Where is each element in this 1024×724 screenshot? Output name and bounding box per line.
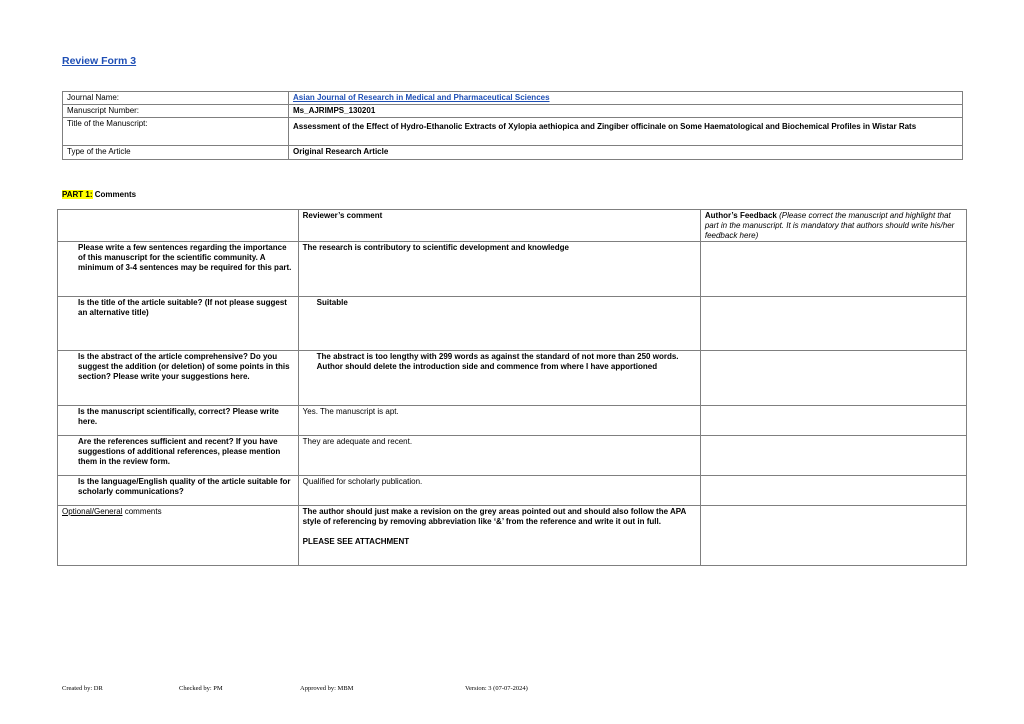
table-row	[63, 146, 963, 160]
manuscript-title-label: Title of the Manuscript:	[63, 118, 289, 146]
author-feedback-general[interactable]	[700, 506, 966, 566]
author-feedback-references[interactable]	[700, 436, 966, 476]
question-language: Is the language/English quality of the article suitable for scholarly communications?	[58, 476, 299, 506]
author-feedback-abstract[interactable]	[700, 351, 966, 406]
journal-link[interactable]: Asian Journal of Research in Medical and Pharmaceutical Sciences	[293, 93, 550, 102]
general-comment-text: The author should just make a revision on the grey areas pointed out and should also follow the APA style of referencing by removing abbreviation like ‘&’ from the reference and write it out in full.	[302, 507, 686, 526]
author-feedback-title[interactable]	[700, 297, 966, 351]
author-feedback-note: (Please correct the manuscript and highlight that part in the manuscript. It is mandatory that authors should write his/her feedback here)	[704, 211, 955, 240]
footer-created: Created by: DR	[62, 685, 103, 692]
manuscript-info-table	[62, 91, 963, 160]
footer-version: Version: 3 (07-07-2024)	[465, 685, 528, 692]
question-abstract: Is the abstract of the article comprehensive? Do you suggest the addition (or deletion) of some points in this section? Please write your suggestions here.	[58, 351, 299, 406]
part1-highlight: PART 1:	[62, 190, 93, 199]
attachment-note: PLEASE SEE ATTACHMENT	[302, 537, 410, 546]
comments-table	[57, 209, 967, 566]
question-references: Are the references sufficient and recent? If you have suggestions of additional references, please mention them in the review form.	[58, 436, 299, 476]
footer-checked: Checked by: PM	[179, 685, 223, 692]
comments-label: comments	[122, 507, 162, 516]
manuscript-title-text: Assessment of the Effect of Hydro-Ethanolic Extracts of Xylopia aethiopica and Zingiber officinale on Some Haematological and Biochemical Profiles in Wistar Rats	[293, 122, 917, 131]
optional-comments-label	[58, 506, 299, 566]
optional-general-label: Optional/General	[62, 507, 123, 516]
manuscript-number-label: Manuscript Number:	[63, 105, 289, 118]
manuscript-number-value: Ms_AJRIMPS_130201	[289, 105, 963, 118]
table-row	[58, 476, 967, 506]
author-feedback-language[interactable]	[700, 476, 966, 506]
table-row	[58, 351, 967, 406]
header-row	[58, 210, 967, 242]
table-row	[63, 105, 963, 118]
author-feedback-label: Author’s Feedback	[704, 211, 777, 220]
article-type-label: Type of the Article	[63, 146, 289, 160]
journal-value	[289, 92, 963, 105]
article-type-value: Original Research Article	[289, 146, 963, 160]
table-row	[63, 92, 963, 105]
footer-approved: Approved by: MBM	[300, 685, 354, 692]
table-row	[58, 506, 967, 566]
reviewer-comment-title: Suitable	[298, 297, 700, 351]
table-row	[58, 406, 967, 436]
part1-rest: Comments	[92, 190, 137, 199]
question-title: Is the title of the article suitable? (If not please suggest an alternative title)	[58, 297, 299, 351]
table-row	[63, 118, 963, 146]
form-title: Review Form 3	[62, 55, 137, 67]
reviewer-comment-scientific: Yes. The manuscript is apt.	[298, 406, 700, 436]
question-scientific: Is the manuscript scientifically, correct? Please write here.	[58, 406, 299, 436]
reviewer-general-comment	[298, 506, 700, 566]
reviewer-comment-abstract: The abstract is too lengthy with 299 words as against the standard of not more than 250 words. Author should delete the introduction side and commence from where I have apportioned	[298, 351, 700, 406]
journal-label: Journal Name:	[63, 92, 289, 105]
reviewer-comment-references: They are adequate and recent.	[298, 436, 700, 476]
part1-heading	[62, 190, 136, 199]
header-reviewer-comment: Reviewer’s comment	[298, 210, 700, 242]
table-row	[58, 242, 967, 297]
reviewer-comment-language: Qualified for scholarly publication.	[298, 476, 700, 506]
reviewer-comment-importance: The research is contributory to scientific development and knowledge	[298, 242, 700, 297]
header-question-cell	[58, 210, 299, 242]
header-author-feedback	[700, 210, 966, 242]
manuscript-title-value	[289, 118, 963, 146]
author-feedback-scientific[interactable]	[700, 406, 966, 436]
table-row	[58, 436, 967, 476]
author-feedback-importance[interactable]	[700, 242, 966, 297]
question-importance: Please write a few sentences regarding the importance of this manuscript for the scientific community. A minimum of 3-4 sentences may be required for this part.	[58, 242, 299, 297]
table-row	[58, 297, 967, 351]
